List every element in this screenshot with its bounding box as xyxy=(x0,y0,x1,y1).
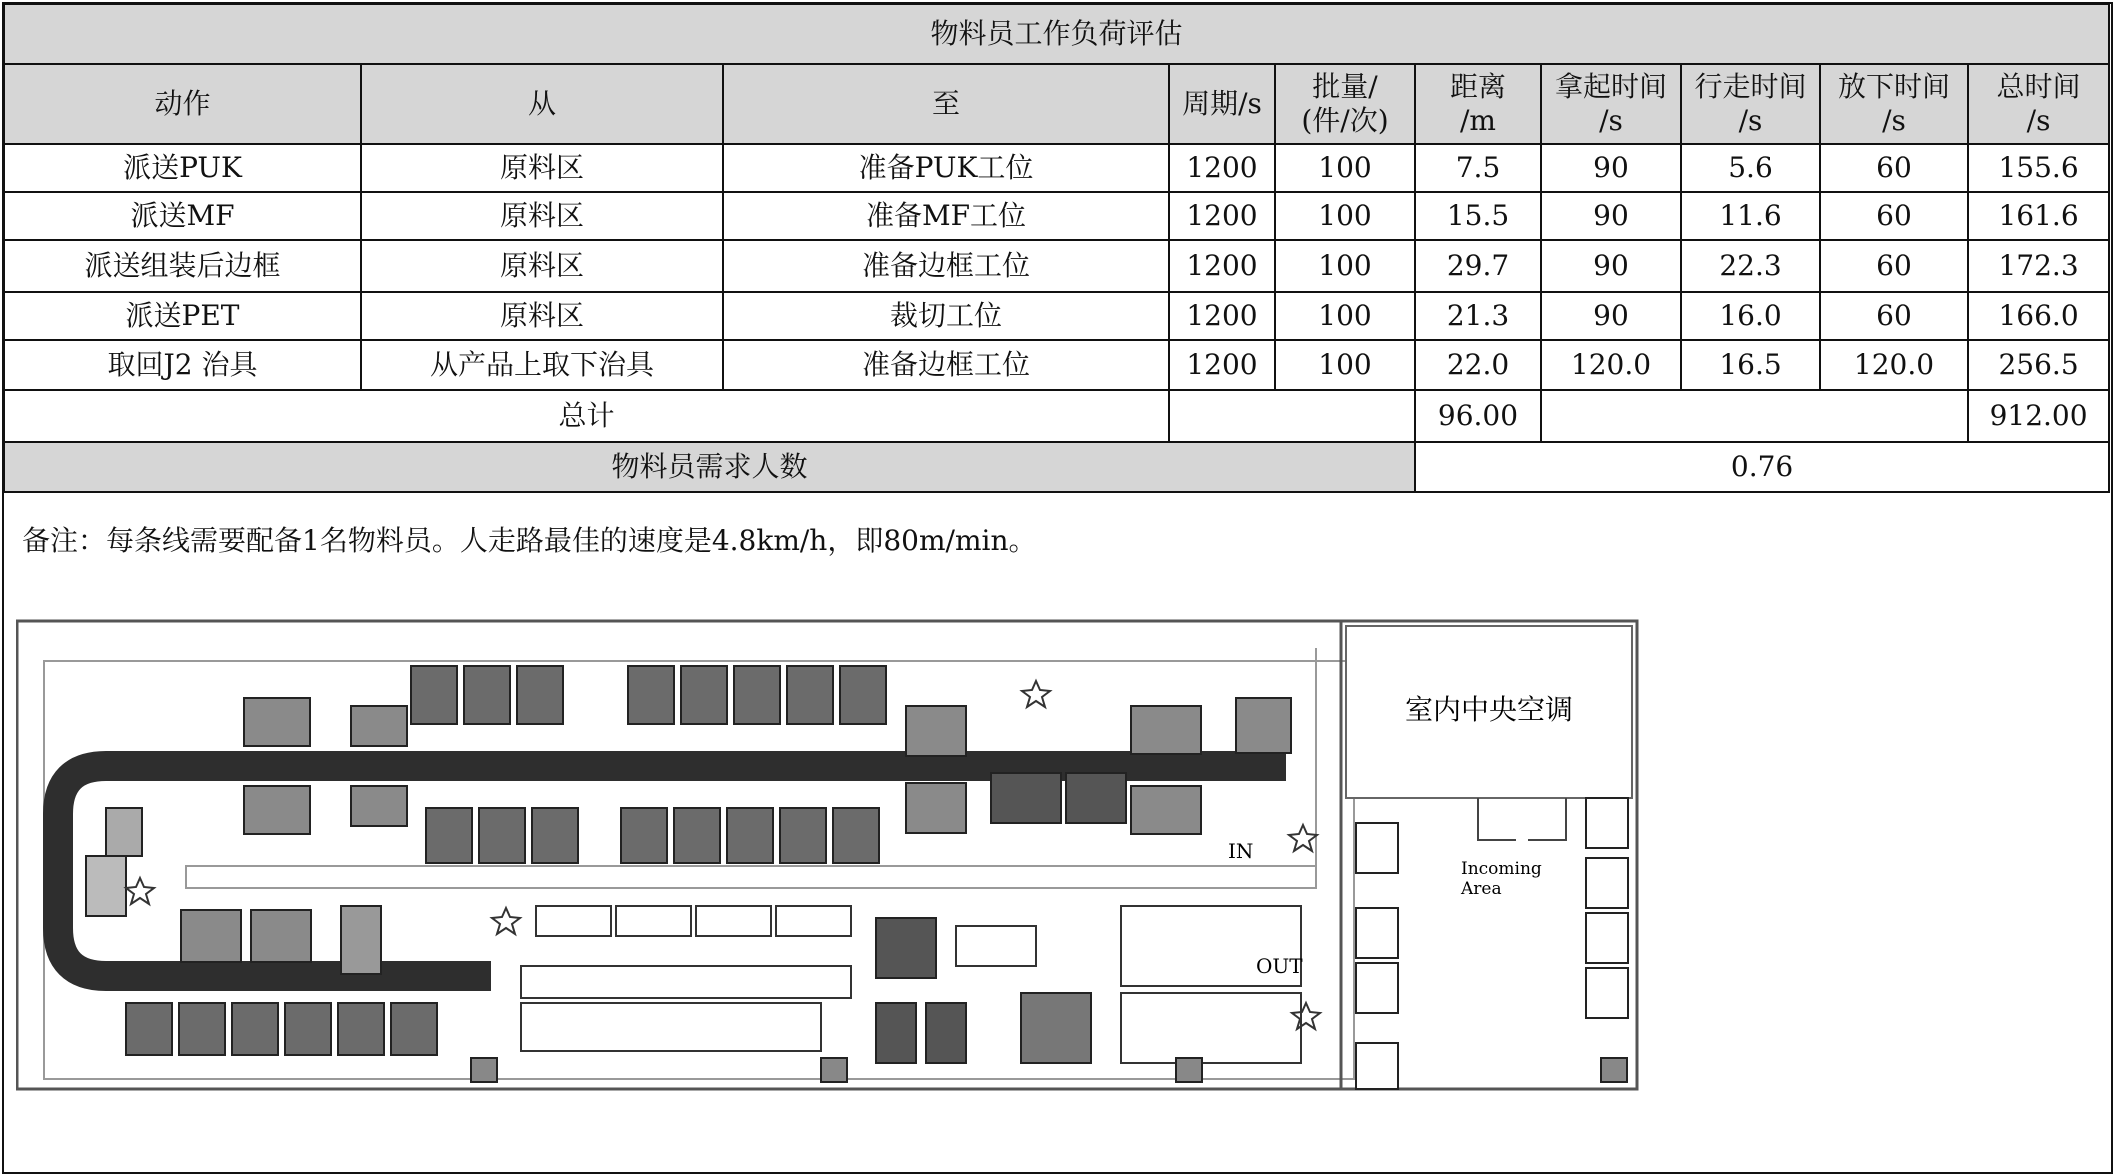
table-row xyxy=(4,240,2109,292)
cell-pickup: 120.0 xyxy=(1541,340,1681,390)
cell-to: 准备边框工位 xyxy=(723,340,1169,390)
header-action: 动作 xyxy=(4,64,361,144)
cell-putdown: 60 xyxy=(1820,144,1968,192)
cell-distance: 22.0 xyxy=(1415,340,1541,390)
header-walk: 行走时间 /s xyxy=(1681,64,1820,144)
cell-to: 准备边框工位 xyxy=(723,240,1169,292)
total-time: 912.00 xyxy=(1968,390,2109,442)
header-to: 至 xyxy=(723,64,1169,144)
cell-from: 原料区 xyxy=(361,292,723,340)
cell-cycle: 1200 xyxy=(1169,240,1275,292)
out-label: OUT xyxy=(1256,954,1303,978)
table-title: 物料员工作负荷评估 xyxy=(4,4,2109,64)
cell-batch: 100 xyxy=(1275,340,1415,390)
cell-to: 准备MF工位 xyxy=(723,192,1169,240)
cell-walk: 11.6 xyxy=(1681,192,1820,240)
cell-action: 派送MF xyxy=(4,192,361,240)
cell-from: 从产品上取下治具 xyxy=(361,340,723,390)
header-total: 总时间 /s xyxy=(1968,64,2109,144)
cell-action: 派送PET xyxy=(4,292,361,340)
cell-cycle: 1200 xyxy=(1169,192,1275,240)
cell-pickup: 90 xyxy=(1541,292,1681,340)
cell-distance: 29.7 xyxy=(1415,240,1541,292)
cell-putdown: 60 xyxy=(1820,192,1968,240)
header-putdown: 放下时间 /s xyxy=(1820,64,1968,144)
ac-room-label: 室内中央空调 xyxy=(1404,693,1574,726)
incoming-label-2: Area xyxy=(1461,879,1502,899)
cell-walk: 22.3 xyxy=(1681,240,1820,292)
header-from: 从 xyxy=(361,64,723,144)
cell-total: 155.6 xyxy=(1968,144,2109,192)
cell-distance: 7.5 xyxy=(1415,144,1541,192)
cell-cycle: 1200 xyxy=(1169,292,1275,340)
note-text: 备注：每条线需要配备1名物料员。人走路最佳的速度是4.8km/h，即80m/min。 xyxy=(22,524,1037,557)
cell-pickup: 90 xyxy=(1541,240,1681,292)
cell-batch: 100 xyxy=(1275,192,1415,240)
cell-from: 原料区 xyxy=(361,144,723,192)
cell-pickup: 90 xyxy=(1541,144,1681,192)
cell-walk: 16.5 xyxy=(1681,340,1820,390)
cell-batch: 100 xyxy=(1275,144,1415,192)
in-label: IN xyxy=(1228,839,1254,863)
header-distance: 距离 /m xyxy=(1415,64,1541,144)
cell-putdown: 120.0 xyxy=(1820,340,1968,390)
cell-to: 准备PUK工位 xyxy=(723,144,1169,192)
cell-total: 166.0 xyxy=(1968,292,2109,340)
total-distance: 96.00 xyxy=(1415,390,1541,442)
cell-to: 裁切工位 xyxy=(723,292,1169,340)
cell-total: 161.6 xyxy=(1968,192,2109,240)
table-row xyxy=(4,192,2109,240)
factory-layout-plan xyxy=(16,618,1641,1092)
header-batch: 批量/ (件/次) xyxy=(1275,64,1415,144)
cell-putdown: 60 xyxy=(1820,240,1968,292)
table-row xyxy=(4,292,2109,340)
total-label: 总计 xyxy=(4,390,1169,442)
cell-action: 派送组装后边框 xyxy=(4,240,361,292)
header-cycle: 周期/s xyxy=(1169,64,1275,144)
cell-walk: 5.6 xyxy=(1681,144,1820,192)
header-pickup: 拿起时间 /s xyxy=(1541,64,1681,144)
cell-distance: 21.3 xyxy=(1415,292,1541,340)
incoming-label-1: Incoming xyxy=(1461,859,1542,879)
cell-batch: 100 xyxy=(1275,292,1415,340)
workload-table xyxy=(3,3,2110,493)
cell-action: 派送PUK xyxy=(4,144,361,192)
total-empty-1 xyxy=(1169,390,1415,442)
cell-cycle: 1200 xyxy=(1169,340,1275,390)
cell-batch: 100 xyxy=(1275,240,1415,292)
demand-label: 物料员需求人数 xyxy=(4,442,1415,492)
demand-value: 0.76 xyxy=(1415,442,2109,492)
cell-action: 取回J2 治具 xyxy=(4,340,361,390)
cell-putdown: 60 xyxy=(1820,292,1968,340)
table-row xyxy=(4,144,2109,192)
cell-walk: 16.0 xyxy=(1681,292,1820,340)
cell-from: 原料区 xyxy=(361,240,723,292)
cell-from: 原料区 xyxy=(361,192,723,240)
table-row xyxy=(4,340,2109,390)
cell-distance: 15.5 xyxy=(1415,192,1541,240)
cell-cycle: 1200 xyxy=(1169,144,1275,192)
cell-pickup: 90 xyxy=(1541,192,1681,240)
cell-total: 172.3 xyxy=(1968,240,2109,292)
total-empty-2 xyxy=(1541,390,1968,442)
cell-total: 256.5 xyxy=(1968,340,2109,390)
